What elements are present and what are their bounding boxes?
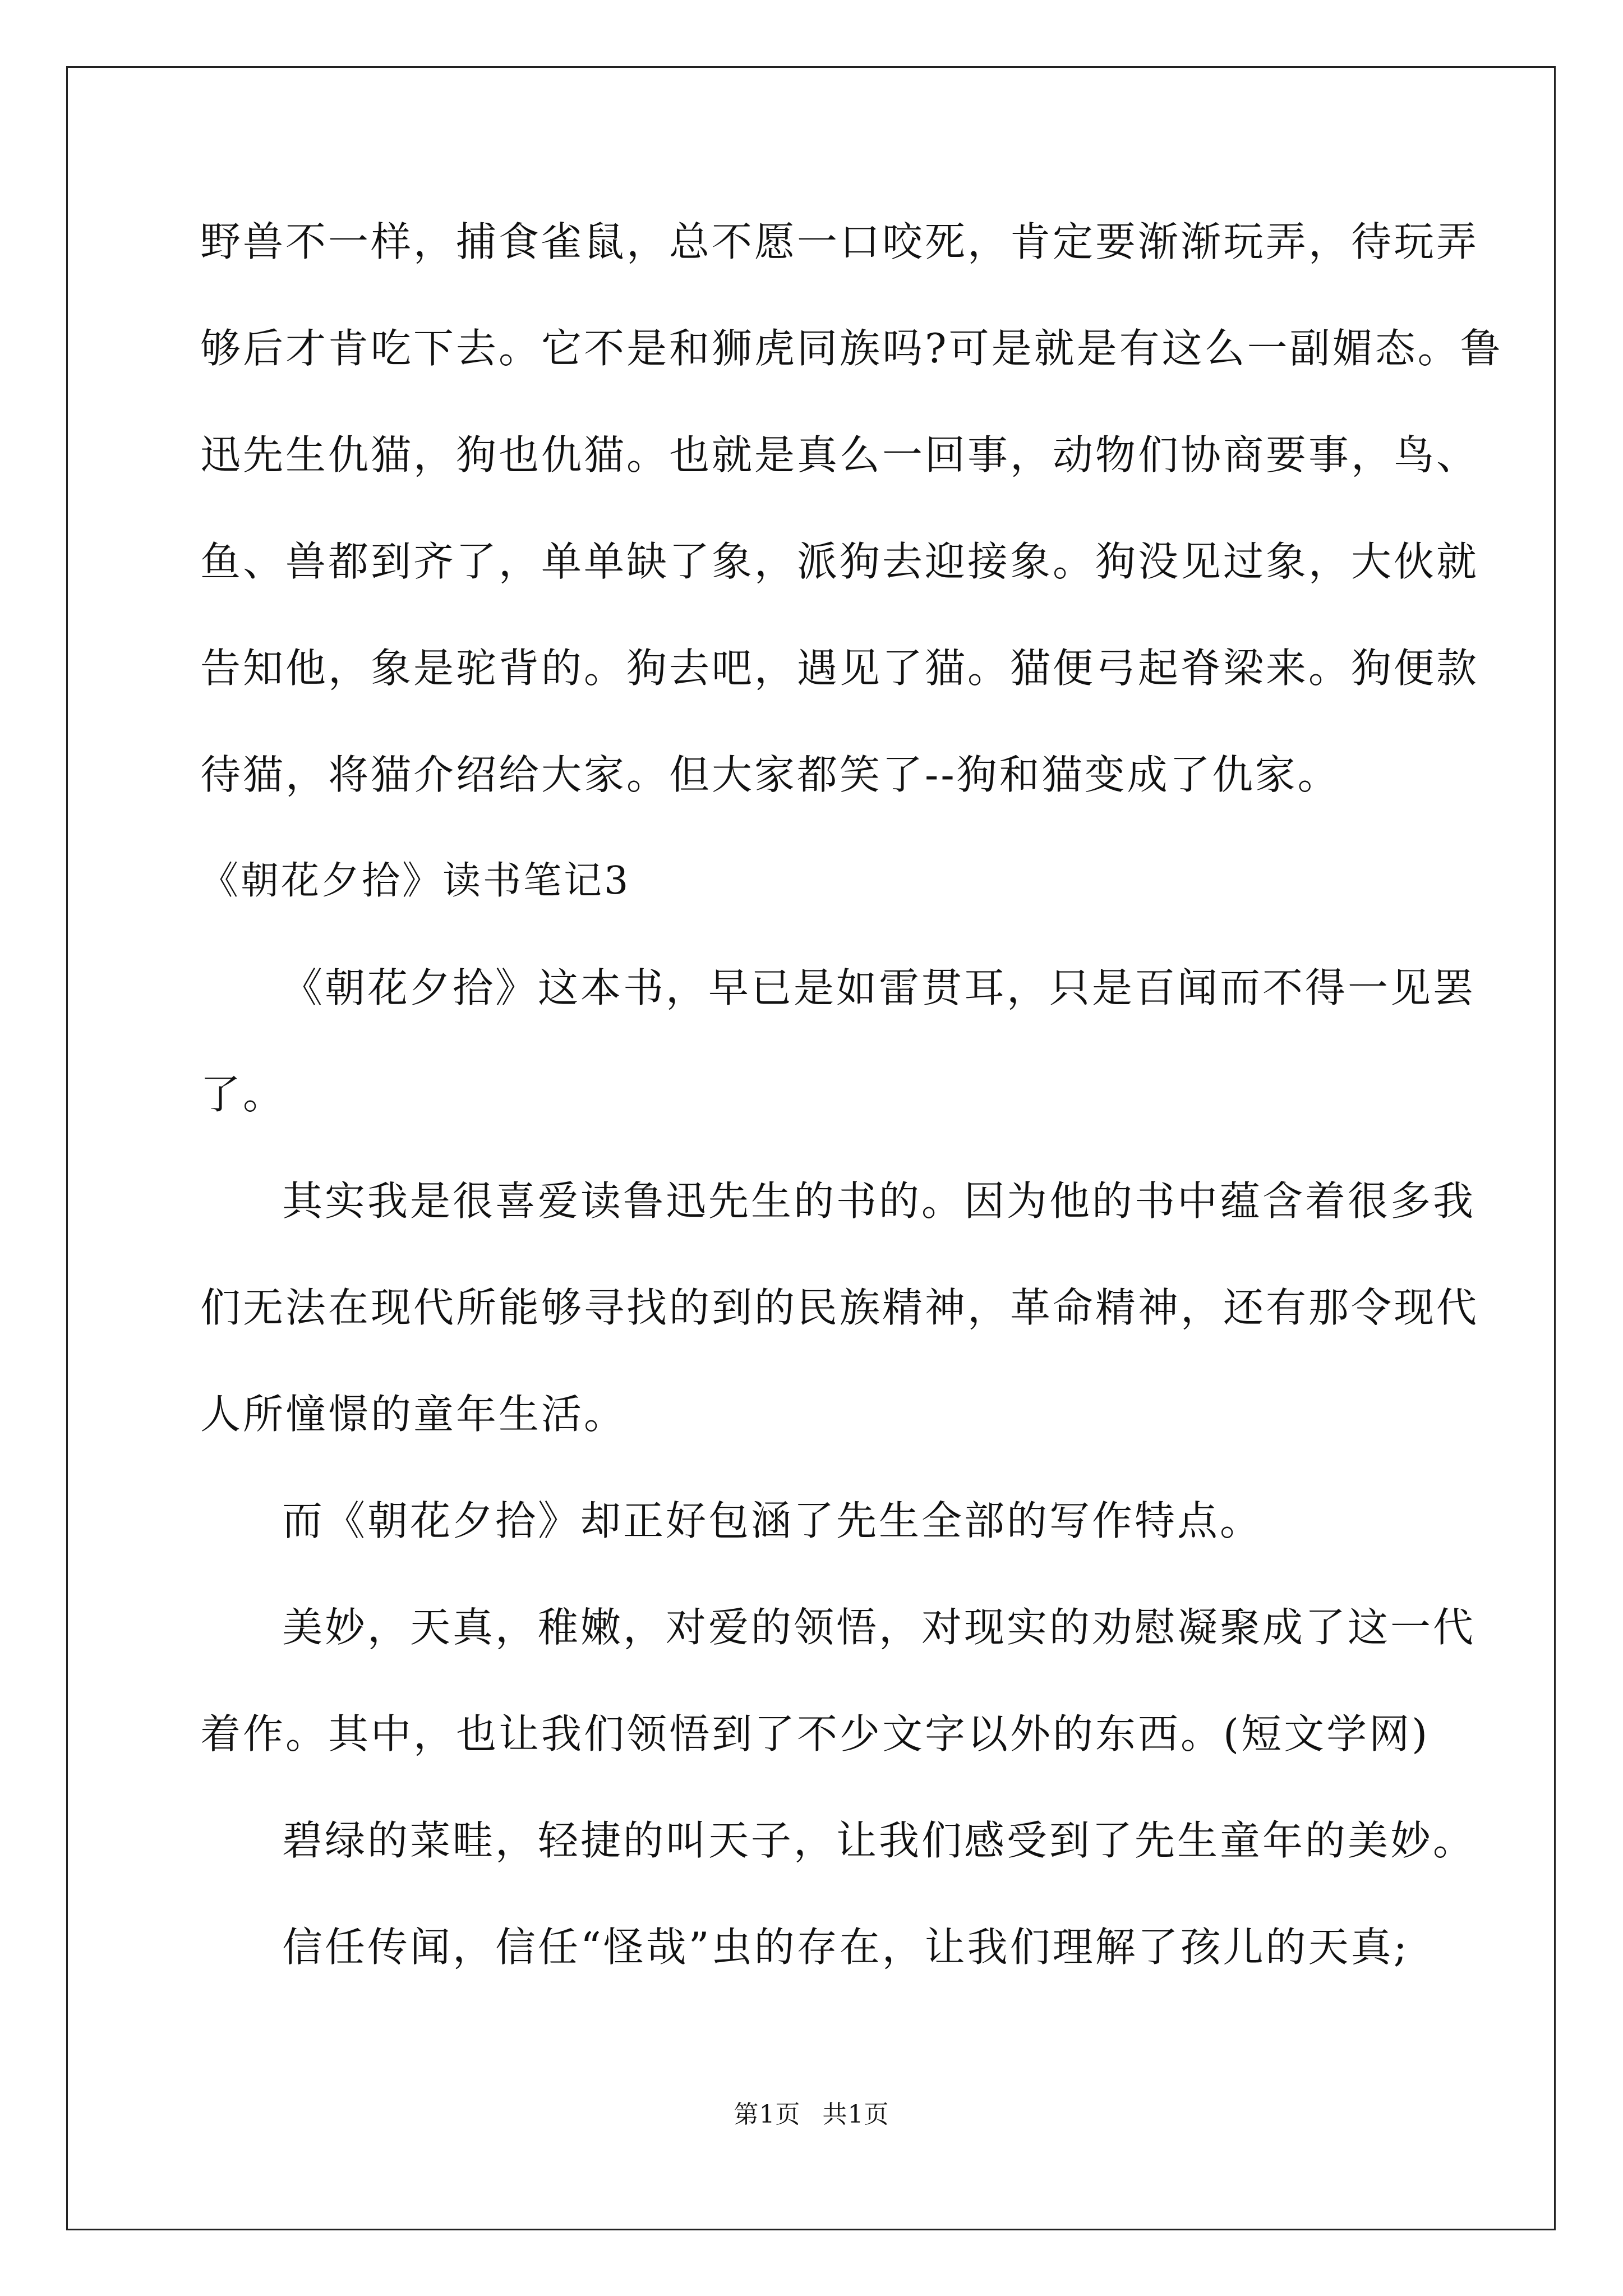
paragraph-start: 而《朝花夕拾》却正好包涵了先生全部的写作特点。 xyxy=(282,1497,1263,1544)
text-line: 告知他，象是驼背的。狗去吧，遇见了猫。猫便弓起脊梁来。狗便款 xyxy=(200,645,1479,692)
page-footer xyxy=(0,2098,1623,2132)
text-line: 人所憧憬的童年生活。 xyxy=(200,1391,627,1438)
text-line: 着作。其中，也让我们领悟到了不少文字以外的东西。(短文学网) xyxy=(200,1710,1430,1757)
paragraph-start: 《朝花夕拾》这本书，早已是如雷贯耳，只是百闻而不得一见罢 xyxy=(282,964,1476,1011)
text-line: 野兽不一样，捕食雀鼠，总不愿一口咬死，肯定要渐渐玩弄，待玩弄 xyxy=(200,218,1479,265)
section-heading: 《朝花夕拾》读书笔记3 xyxy=(200,859,631,903)
text-line: 迅先生仇猫，狗也仇猫。也就是真么一回事，动物们协商要事，鸟、 xyxy=(200,431,1479,478)
text-line: 待猫，将猫介绍给大家。但大家都笑了--狗和猫变成了仇家。 xyxy=(200,751,1340,798)
text-line: 们无法在现代所能够寻找的到的民族精神，革命精神，还有那令现代 xyxy=(200,1284,1479,1331)
text-line: 了。 xyxy=(200,1071,286,1118)
paragraph-start: 信任传闻，信任“怪哉”虫的存在，让我们理解了孩儿的天真; xyxy=(282,1924,1409,1971)
text-line: 够后才肯吃下去。它不是和狮虎同族吗?可是就是有这么一副媚态。鲁 xyxy=(200,325,1503,372)
paragraph-start: 碧绿的菜畦，轻捷的叫天子，让我们感受到了先生童年的美妙。 xyxy=(282,1817,1476,1864)
page-number: 第1页 xyxy=(734,2100,801,2129)
page-total: 共1页 xyxy=(822,2100,889,2129)
paragraph-start: 其实我是很喜爱读鲁迅先生的书的。因为他的书中蕴含着很多我 xyxy=(282,1177,1476,1225)
text-line: 鱼、兽都到齐了，单单缺了象，派狗去迎接象。狗没见过象，大伙就 xyxy=(200,538,1479,585)
document-body xyxy=(200,209,1503,2021)
paragraph-start: 美妙，天真，稚嫩，对爱的领悟，对现实的劝慰凝聚成了这一代 xyxy=(282,1604,1476,1651)
